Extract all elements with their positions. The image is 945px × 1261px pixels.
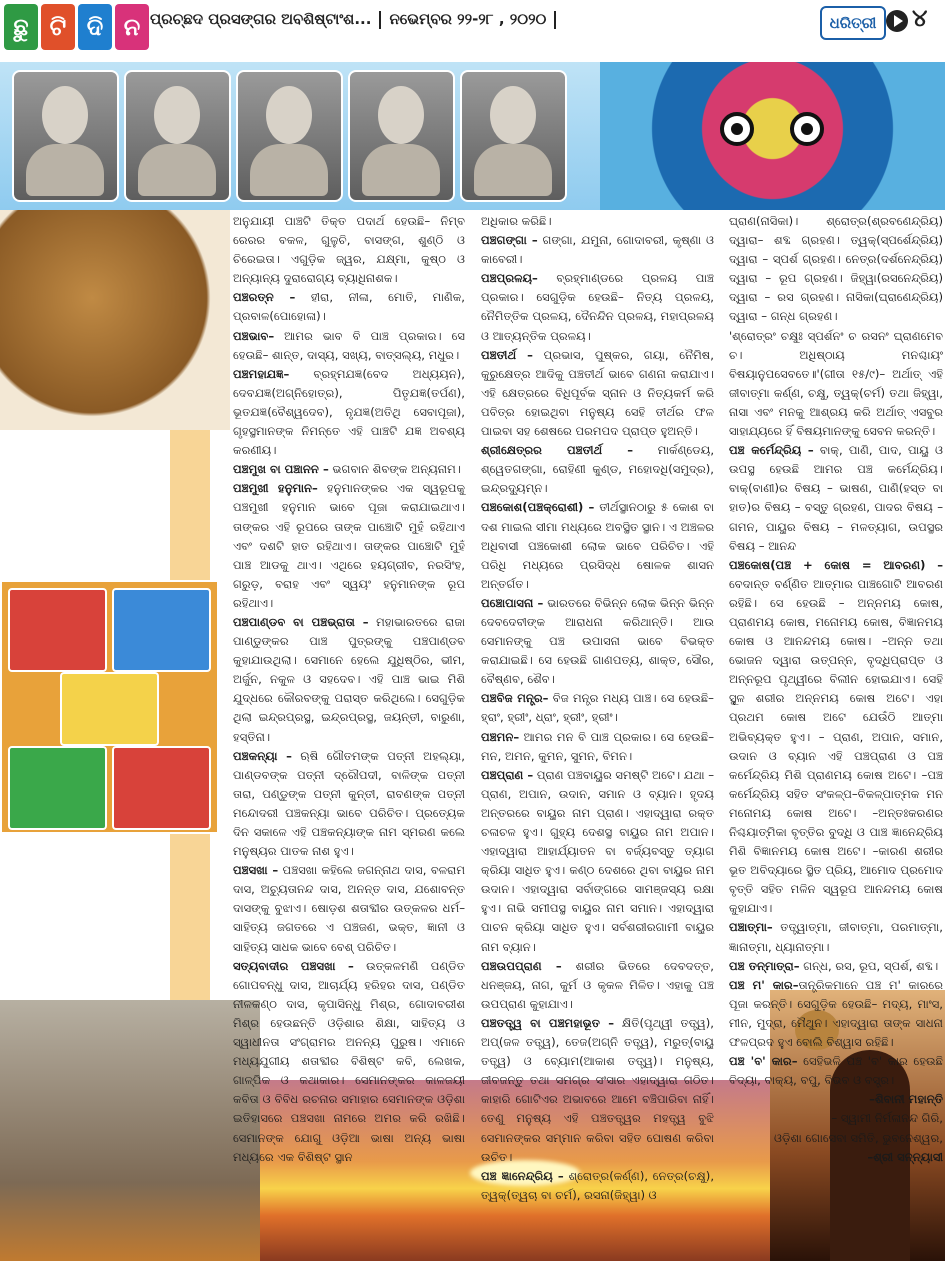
bust-photo <box>236 70 343 202</box>
paragraph: ପଞ୍ଚପାଣ୍ଡବ ବା ପଞ୍ଚଭ୍ରାତା – ମହାଭାରତରେ ରାଜା ପାଣ୍ଡୁଙ୍କର ପାଞ୍ଚ ପୁତ୍ରଙ୍କୁ ପଞ୍ଚପାଣ୍ଡବ କୁହାଯାଉଥିଲା। ସେମାନେ ହେଲେ ଯୁଧିଷ୍ଠିର, ଭୀମ, ଅର୍ଜୁନ, ନକୁଳ ଓ ସହଦେବ। ଏହି ପାଞ୍ଚ ଭାଇ ମିଶି ଯୁଦ୍ଧରେ କୌରବଙ୍କୁ ପରାସ୍ତ କରିଥିଲେ। ସେଗୁଡ଼ିକ ଥିଲା ଇନ୍ଦ୍ରପ୍ରସ୍ଥ, ଇନ୍ଦ୍ରପ୍ରସ୍ଥ, ଜୟନ୍ତୀ, ବାରୁଣା, ହସ୍ତିନା। <box>233 614 465 744</box>
deity-eye-icon <box>790 112 824 146</box>
paragraph: ପଞ୍ଚ 'ବ' କାର– ସେହିଭଳି ପଞ୍ଚ 'ବ' କାର ହେଉଛି ବିଦ୍ୟା, ବାକ୍ୟ, ବପୁ, ବିଭବ ଓ ବସ୍ତ୍ର। <box>729 1054 943 1088</box>
paragraph: ପଞ୍ଚତତ୍ତ୍ୱ ବା ପଞ୍ଚମହାଭୂତ – କ୍ଷିତି(ପୃଥ୍ୱୀ ତତ୍ତ୍ୱ), ଅପ୍(ଜଳ ତତ୍ତ୍ୱ), ତେଜ(ଅଗ୍ନି ତତ୍ତ୍ୱ), ମରୁତ୍(ବାୟୁ ତତ୍ତ୍ୱ) ଓ ବ୍ୟୋମ(ଆକାଶ ତତ୍ତ୍ୱ)। ମନୁଷ୍ୟ, ଜୀବଜନ୍ତୁ ତଥା ସମଗ୍ର ସଂସାର ଏହାଦ୍ୱାରା ଗଠିତ। କାହାରି ଗୋଟିଏର ଅଭାବରେ ଆମେ ବଞ୍ଚିପାରିବା ନାହିଁ। ତେଣୁ ମନୁଷ୍ୟ ଏହି ପଞ୍ଚତତ୍ତ୍ୱର ମହତ୍ତ୍ୱ ବୁଝି ସେମାନଙ୍କର ସମ୍ମାନ କରିବା ସହିତ ପୋଷଣ କରିବା ଉଚିତ। <box>481 1015 714 1164</box>
paragraph: ପଞ୍ଚଗଙ୍ଗା – ଗଙ୍ଗା, ଯମୁନା, ଗୋଦାବରୀ, କୃଷ୍ଣା ଓ କାବେରୀ। <box>481 233 714 267</box>
paragraph: ପଞ୍ଚତୀର୍ଥ – ପ୍ରଭାସ, ପୁଷ୍କର, ଗୟା, ନୈମିଷ, କୁରୁକ୍ଷେତ୍ର ଆଦିକୁ ପଞ୍ଚତୀର୍ଥ ଭାବେ ଗଣନା କରାଯାଏ। ଏହି କ୍ଷେତ୍ରରେ ବିଧିପୂର୍ବକ ସ୍ନାନ ଓ ନିତ୍ୟକର୍ମ କରି ପବିତ୍ର ହୋଇଥିବା ମନୁଷ୍ୟ ସେହି ତୀର୍ଥର ଫଳ ପାଇବା ସହ ଶେଷରେ ପରମପଦ ପ୍ରାପ୍ତ ହୁଅନ୍ତି। <box>481 347 714 439</box>
paragraph: ପଞ୍ଚ କର୍ମେନ୍ଦ୍ରିୟ – ବାକ୍, ପାଣି, ପାଦ, ପାୟୁ ଓ ଉପସ୍ଥ ହେଉଛି ଆମର ପଞ୍ଚ କର୍ମେନ୍ଦ୍ରିୟ। ବାକ୍(ବାଣୀ)ର ବିଷୟ – ଭାଷଣ, ପାଣି(ହସ୍ତ ବା ହାତ)ର ବିଷୟ – ବସ୍ତୁ ଗ୍ରହଣ, ପାଦର ବିଷୟ – ଗମନ, ପାୟୁର ବିଷୟ – ମଳତ୍ୟାଗ, ଉପସ୍ଥର ବିଷୟ – ଆନନ୍ଦ <box>729 443 943 553</box>
article-column-2 <box>481 212 714 1205</box>
paragraph: 'ଶ୍ରୋତ୍ରଂ ଚକ୍ଷୁଃ ସ୍ପର୍ଶନଂ ଚ ରସନଂ ଘ୍ରାଣମେବ ଚ। ଅଧିଷ୍ଠାୟ ମନଶ୍ଚାୟଂ ବିଷୟାନୁପସେବତେ॥'(ଗୀତା ୧୫/୯)– ଅର୍ଥାତ୍ ଏହି ଜୀବାତ୍ମା କର୍ଣ୍ଣ, ଚକ୍ଷୁ, ତ୍ୱକ୍(ଚର୍ମ) ତଥା ଜିହ୍ୱା, ନାସା ଏବଂ ମନକୁ ଆଶ୍ରୟ କରି ଅର୍ଥାତ୍ ଏସବୁର ସାହାଯ୍ୟରେ ହିଁ ବିଷୟମାନଙ୍କୁ ସେବନ କରନ୍ତି। <box>729 328 943 439</box>
paragraph: ପଞ୍ଚମୁଖ ବା ପଞ୍ଚାନନ – ଭଗବାନ ଶିବଙ୍କ ଅନ୍ୟନାମ। <box>233 462 461 477</box>
paragraph: ପଞ୍ଚକନ୍ୟା – ଋଷି ଗୌତମଙ୍କ ପତ୍ନୀ ଅହଲ୍ୟା, ପାଣ୍ଡବଙ୍କ ପତ୍ନୀ ଦ୍ରୌପଦୀ, ବାଳିଙ୍କ ପତ୍ନୀ ତାରା, ପଣ୍ଡୁଙ୍କ ପତ୍ନୀ କୁନ୍ତୀ, ରାବଣଙ୍କ ପତ୍ନୀ ମନ୍ଦୋଦରୀ ପଞ୍ଚକନ୍ୟା ଭାବେ ପରିଚିତ। ପ୍ରତ୍ୟେକ ଦିନ ସକାଳେ ଏହି ପଞ୍ଚକନ୍ୟାଙ୍କ ନାମ ସ୍ମରଣ କଲେ ମନୁଷ୍ୟର ପାତକ ନାଶ ହୁଏ। <box>233 748 465 859</box>
paragraph: ପଞ୍ଚପ୍ରଳୟ– ବ୍ରହ୍ମାଣ୍ଡରେ ପ୍ରଳୟ ପାଞ୍ଚ ପ୍ରକାର। ସେଗୁଡ଼ିକ ହେଉଛି– ନିତ୍ୟ ପ୍ରଳୟ, ନୈମିତ୍ତିକ ପ୍ରଳୟ, ଦୈନନ୍ଦିନ ପ୍ରଳୟ, ମହାପ୍ରଳୟ ଓ ଆତ୍ୟନ୍ତିକ ପ୍ରଳୟ। <box>481 271 714 343</box>
brand-letter-3: ଦି <box>78 4 112 50</box>
bust-photo <box>12 70 119 202</box>
sannyasi-credit: –ଶ୍ରୀ ସନ୍ନ୍ୟାସୀ <box>867 1149 943 1164</box>
paragraph: ପଞ୍ଚଭାବ– ଆମର ଭାବ ବି ପାଞ୍ଚ ପ୍ରକାର। ସେ ହେଉଛି– ଶାନ୍ତ, ଦାସ୍ୟ, ସଖ୍ୟ, ବାତ୍ସଲ୍ୟ, ମଧୁର। <box>233 328 465 362</box>
publication-logo: ଧରିତ୍ରୀ <box>820 6 886 40</box>
issue-date: ନଭେମ୍ବର ୨୨-୨୮ , ୨୦୨୦ <box>389 10 547 28</box>
section-brand <box>4 4 149 50</box>
paragraph: ପଞ୍ଚମନ– ଆମର ମନ ବି ପାଞ୍ଚ ପ୍ରକାର। ସେ ହେଉଛି– ମନ, ଅମନ, କୁମନ, ସୁମନ, ବିମନ। <box>481 729 714 763</box>
deity-eye-icon <box>720 112 754 146</box>
paragraph: ଘ୍ରାଣ(ନାସିକା)। ଶ୍ରୋତ୍ର(ଶ୍ରବଣେନ୍ଦ୍ରିୟ) ଦ୍ୱାରା– ଶବ୍ଦ ଗ୍ରହଣ। ତ୍ୱକ୍(ସ୍ପର୍ଶେନ୍ଦ୍ରିୟ) ଦ୍ୱାରା – ସ୍ପର୍ଶ ଗ୍ରହଣ। ନେତ୍ର(ଦର୍ଶନେନ୍ଦ୍ରିୟ) ଦ୍ୱାରା – ରୂପ ଗ୍ରହଣ। ଜିହ୍ୱା(ରସନେନ୍ଦ୍ରିୟ) ଦ୍ୱାରା – ରସ ଗ୍ରହଣ। ନାସିକା(ଘ୍ରାଣେନ୍ଦ୍ରିୟ) ଦ୍ୱାରା – ଗନ୍ଧ ଗ୍ରହଣ। <box>729 214 943 324</box>
brand-letter-2: ଟି <box>41 4 75 50</box>
paragraph: ପଞ୍ଚକୋଷ(ପଞ୍ଚ + କୋଷ = ଆବରଣ) – ବେଦାନ୍ତ ବର୍ଣ୍ଣିତ ଆତ୍ମାର ପାଞ୍ଚଗୋଟି ଆବରଣ ରହିଛି। ସେ ହେଉଛି – ଅନ୍ନମୟ କୋଷ, ପ୍ରାଣମୟ କୋଷ, ମନୋମୟ କୋଷ, ବିଜ୍ଞାନମୟ କୋଷ ଓ ଆନନ୍ଦମୟ କୋଷ। –ଅନ୍ନ ତଥା ଭୋଜନ ଦ୍ୱାରା ଉତ୍ପନ୍ନ, ବୃଦ୍ଧିପ୍ରାପ୍ତ ଓ ଅନ୍ନରୂପ ପୃଥ୍ୱୀରେ ବିଲୀନ ହୋଇଯାଏ। ସେହି ସ୍ଥୂଳ ଶରୀର ଅନ୍ନମୟ କୋଷ ଅଟେ। ଏହା ପ୍ରଥମ କୋଷ ଅଟେ ଯେଉଁଠି ଆତ୍ମା ଅଭିବ୍ୟକ୍ତ ହୁଏ। – ପ୍ରାଣ, ଅପାନ, ସମାନ, ଉଦାନ ଓ ବ୍ୟାନ ଏହି ପଞ୍ଚପ୍ରାଣ ଓ ପଞ୍ଚ କର୍ମେନ୍ଦ୍ରିୟ ମିଶି ପ୍ରାଣମୟ କୋଷ ଅଟେ। –ପଞ୍ଚ କର୍ମେନ୍ଦ୍ରିୟ ସହିତ ସଂକଳ୍ପ–ବିକଳ୍ପାତ୍ମକ ମନ ମନୋମୟ କୋଷ ଅଟେ। –ଅନ୍ତଃକରଣର ନିଶ୍ଚୟାତ୍ମିକା ବୃତ୍ତିର ବୁଦ୍ଧି ଓ ପାଞ୍ଚ ଜ୍ଞାନେନ୍ଦ୍ରିୟ ମିଶି ବିଜ୍ଞାନମୟ କୋଷ ଅଟେ। –କାରଣ ଶରୀର ଭୂତ ଅବିଦ୍ୟାରେ ସ୍ଥିତ ପ୍ରିୟ, ଆମୋଦ ପ୍ରମୋଦ ବୃତ୍ତି ସହିତ ମଳିନ ସ୍ୱରୂପ ଆନନ୍ଦମୟ କୋଷ କୁହାଯାଏ। <box>729 557 943 916</box>
author-credit: –ଶିବାନୀ ମହାନ୍ତି <box>869 1092 943 1107</box>
brand-letter-4: ନ <box>115 4 149 50</box>
article-column-1 <box>233 212 465 1167</box>
page-header <box>0 0 945 65</box>
grains-image <box>0 210 230 430</box>
paragraph: ପଞ୍ଚରତ୍ନ – ହୀରା, ନୀଳା, ମୋତି, ମାଣିକ, ପ୍ରବାଳ(ପୋହୋଳା)। <box>233 290 465 324</box>
article-column-3 <box>729 212 943 1167</box>
paragraph: ପଞ୍ଚସଖା – ପଞ୍ଚସଖା କହିଲେ ଜଗନ୍ନାଥ ଦାସ, ବଳରାମ ଦାସ, ଅଚ୍ୟୁତାନନ୍ଦ ଦାସ, ଅନନ୍ତ ଦାସ, ଯଶୋବନ୍ତ ଦାସଙ୍କୁ ବୁଝାଏ। ଷୋଡ଼ଶ ଶତାବ୍ଦୀର ଉତ୍କଳର ଧର୍ମ–ସାହିତ୍ୟ ଜଗତରେ ଏ ପଞ୍ଚଜଣ, ଭକ୍ତ, ଜ୍ଞାନୀ ଓ ସାହିତ୍ୟ ସାଧକ ଭାବେ ବେଶ୍ ପରିଚିତ। <box>233 863 465 954</box>
devotees-photo <box>0 1000 260 1261</box>
bust-photo <box>460 70 567 202</box>
paragraph: ପଞ୍ଚ ଜ୍ଞାନେନ୍ଦ୍ରିୟ – ଶ୍ରୋତ୍ର(କର୍ଣ୍ଣ), ନେତ୍ର(ଚକ୍ଷୁ), ତ୍ୱକ୍(ତ୍ୱଚା ବା ଚର୍ମ), ରସନା(ଜିହ୍ୱା) ଓ <box>481 1168 714 1202</box>
paragraph: ଶ୍ରୀକ୍ଷେତ୍ରର ପଞ୍ଚତୀର୍ଥ – ମାର୍କଣ୍ଡେୟ, ଶ୍ୱେତଗଙ୍ଗା, ରୋହିଣୀ କୁଣ୍ଡ, ମହୋଦଧି(ସମୁଦ୍ର), ଇନ୍ଦ୍ରଦ୍ୟୁମ୍ନ। <box>481 443 714 496</box>
title-divider <box>379 11 381 29</box>
banner-image <box>0 62 945 210</box>
organization-credit: ଓଡ଼ିଶା ଗୋସେବା ସମିତି, ଭୁବନେଶ୍ୱର, <box>773 1130 943 1145</box>
page-number: ୪ <box>912 4 928 32</box>
paragraph: ଅନୁଯାୟୀ ପାଞ୍ଚଟି ତିକ୍ତ ପଦାର୍ଥ ହେଉଛି– ନିମ୍ବ ରେରର ବକଳ, ଗୁଳୁଚି, ବାସଙ୍ଗ, ଶୁଣ୍ଠି ଓ ଚିରେଇତା। ଏଗୁଡ଼ିକ ଜ୍ୱର, ଯକ୍ଷ୍ମା, କୁଷ୍ଠ ଓ ଅନ୍ୟାନ୍ୟ ଦୁରାରୋଗ୍ୟ ବ୍ୟାଧିନାଶକ। <box>233 214 465 286</box>
paragraph: ପଞ୍ଚ ତନ୍ମାତ୍ରା– ଗନ୍ଧ, ରସ, ରୂପ, ସ୍ପର୍ଶ, ଶବ୍ଦ। <box>729 958 939 973</box>
paragraph: ପଞ୍ଚକୋଶ(ପଞ୍ଚକ୍ରୋଶୀ) – ତୀର୍ଥସ୍ଥାନଠାରୁ ୫ କୋଶ ବା ଦଶ ମାଇଲ ସୀମା ମଧ୍ୟରେ ଅବସ୍ଥିତ ସ୍ଥାନ। ଏ ଅଞ୍ଚଳର ଅଧିବାସୀ ପଞ୍ଚକୋଶୀ ଲୋକ ଭାବେ ପରିଚିତ। ଏହି ପରିଧି ମଧ୍ୟରେ ପ୍ରସିଦ୍ଧ ଷୋଳକ ଶାସନ ଅନ୍ତର୍ଗତ। <box>481 500 714 591</box>
paragraph: ପଞ୍ଚାତ୍ମା– ତତ୍ତ୍ୱାତ୍ମା, ଜୀବାତ୍ମା, ପରମାତ୍ମା, ଜ୍ଞାନାତ୍ମା, ଧ୍ୟାନାତ୍ମା। <box>729 920 943 954</box>
paragraph: ପଞ୍ଚଉପପ୍ରାଣ – ଶରୀର ଭିତରେ ଦେବଦତ୍ତ, ଧନଞ୍ଜୟ, ନାଗ, କୁର୍ମ ଓ କୃକଳ ମିଳିତ। ଏହାକୁ ପଞ୍ଚ ଉପପ୍ରାଣ କୁହାଯାଏ। <box>481 958 714 1011</box>
swami-credit: – ସ୍ୱାମୀ ନିର୍ମଳାନନ୍ଦ ଗିରି, <box>831 1111 943 1126</box>
paragraph: ପଞ୍ଚୋପାସନା – ଭାରତରେ ବିଭିନ୍ନ ଲୋକ ଭିନ୍ନ ଭିନ୍ନ ଦେବଦେବୀଙ୍କ ଆରାଧନା କରିଥାନ୍ତି। ଆଉ ସେମାନଙ୍କୁ ପଞ୍ଚ ଉପାସନା ଭାବେ ବିଭକ୍ତ କରାଯାଇଛି। ସେ ହେଉଛି ଗାଣପତ୍ୟ, ଶାକ୍ତ, ସୌର, ବୈଷ୍ଣବ, ଶୈବ। <box>481 595 714 687</box>
bust-photo <box>348 70 455 202</box>
paragraph: ପଞ୍ଚମହାଯଜ୍ଞ– ବ୍ରହ୍ମଯଜ୍ଞ(ବେଦ ଅଧ୍ୟୟନ), ଦେବଯଜ୍ଞ(ଅଗ୍ନିହୋତ୍ର), ପିତୃଯଜ୍ଞ(ତର୍ପଣ), ଭୂତଯଜ୍ଞ(ବୈଶ୍ୱଦେବ), ନୃଯଜ୍ଞ(ଅତିଥି ସେବାପୂଜା), ଗୃହସ୍ଥମାନଙ୍କ ନିମନ୍ତେ ଏହି ପାଞ୍ଚଟି ଯଜ୍ଞ ଅବଶ୍ୟ କରଣୀୟ। <box>233 366 465 458</box>
jagannath-image <box>600 62 945 210</box>
paragraph: ପଞ୍ଚବିଜ ମନ୍ତ୍ର– ବିଜ ମନ୍ତ୍ର ମଧ୍ୟ ପାଞ୍ଚ। ସେ ହେଉଛି– ହ୍ରାଂ, ହ୍ରୀଂ, ଧ୍ରାଂ, ହ୍ରୀଂ, ହ୍ରୀଂ। <box>481 691 714 725</box>
deities-collage <box>0 580 219 834</box>
paragraph: ଅଧିକାର କରିଛି। <box>481 214 552 228</box>
bust-photo <box>124 70 231 202</box>
paragraph: ପଞ୍ଚମୁଖୀ ହନୁମାନ– ହନୁମାନଙ୍କର ଏକ ସ୍ୱରୂପକୁ ପଞ୍ଚମୁଖୀ ହନୁମାନ ଭାବେ ପୂଜା କରାଯାଇଥାଏ। ତାଙ୍କର ଏହି ରୂପରେ ତାଙ୍କ ପାଞ୍ଚୋଟି ମୁହଁ ରହିଥାଏ ଏବଂ ଦଶଟି ହାତ ରହିଥାଏ। ତାଙ୍କର ପାଞ୍ଚୋଟି ମୁହଁ ପାଞ୍ଚ ଆଡକୁ ଥାଏ। ଏଥିରେ ହୟଗ୍ରୀବ, ନରସିଂହ, ଗରୁଡ଼, ବରାହ ଏବଂ ସ୍ୱୟଂ ହନୁମାନଙ୍କ ରୂପ ରହିଥାଏ। <box>233 481 466 610</box>
play-icon <box>886 10 908 32</box>
paragraph: ସତ୍ୟବାଦୀର ପଞ୍ଚସଖା – ଉତ୍କଳମଣି ପଣ୍ଡିତ ଗୋପବନ୍ଧୁ ଦାସ, ଆଚାର୍ଯ୍ୟ ହରିହର ଦାସ, ପଣ୍ଡିତ ନୀଳକଣ୍ଠ ଦାସ, କୃପାସିନ୍ଧୁ ମିଶ୍ର, ଗୋଦାବରୀଶ ମିଶ୍ର ହେଉଛନ୍ତି ଓଡ଼ିଶାର ଶିକ୍ଷା, ସାହିତ୍ୟ ଓ ସ୍ୱାଧୀନତା ସଂଗ୍ରାମର ଅନନ୍ୟ ପୁରୁଷ। ଏମାନେ ମଧ୍ୟଯୁଗୀୟ ଶତାବ୍ଦୀର ବିଶିଷ୍ଟ କବି, ଲେଖକ, ଗାଳ୍ପିକ ଓ କଥାକାର। ସେମାନଙ୍କର କାଳଜୟୀ କବିତା ଓ ବିବିଧ ରଚନାର ସମାହାର ସେମାନଙ୍କ ଓଡ଼ିଶା ଇତିହାସରେ ପଞ୍ଚସଖା ନାମରେ ଅମର କରି ରଖିଛି। ସେମାନଙ୍କ ଯୋଗୁ ଓଡ଼ିଆ ଭାଷା ଅନ୍ୟ ଭାଷା ମଧ୍ୟରେ ଏକ ବିଶିଷ୍ଟ ସ୍ଥାନ <box>233 958 466 1164</box>
title-divider <box>554 11 556 29</box>
paragraph: ପଞ୍ଚ ମ' କାର–ତାନ୍ତ୍ରିକମାନେ ପଞ୍ଚ ମ' କାରରେ ପୂଜା କରନ୍ତି। ସେଗୁଡ଼ିକ ହେଉଛି– ମଦ୍ୟ, ମାଂସ, ମୀନ, ମୁଦ୍ରା, ମୈଥୁନ। ଏହାଦ୍ୱାରା ତାଙ୍କ ସାଧନା ଫଳପ୍ରଦ ହୁଏ ବୋଲି ବିଶ୍ୱାସ ରହିଛି। <box>729 977 943 1050</box>
paragraph: ପଞ୍ଚପ୍ରାଣ – ପ୍ରାଣ ପଞ୍ଚବାୟୁର ସମଷ୍ଟି ଅଟେ। ଯଥା – ପ୍ରାଣ, ଅପାନ, ଉଦାନ, ସମାନ ଓ ବ୍ୟାନ। ହୃଦୟ ଅନ୍ତରରେ ବାୟୁର ନାମ ପ୍ରାଣ। ଏହାଦ୍ୱାରା ରକ୍ତ ଚଳାଚଳ ହୁଏ। ଗୁହ୍ୟ ଦେଶସ୍ଥ ବାୟୁର ନାମ ଅପାନ। ଏହାଦ୍ୱାରା ଆହାର୍ଯ୍ୟାତନ ବା ବର୍ଜ୍ୟବସ୍ତୁ ତ୍ୟାଗ କ୍ରିୟା ସାଧିତ ହୁଏ। କଣ୍ଠ ଦେଶରେ ଥିବା ବାୟୁର ନାମ ଉଦାନ। ଏହାଦ୍ୱାରା ସର୍ବାଙ୍ଗରେ ସାମଞ୍ଜସ୍ୟ ରକ୍ଷା ହୁଏ। ନାଭି ସମୀପସ୍ଥ ବାୟୁର ନାମ ସମାନ। ଏହାଦ୍ୱାରା ପାଚନ କ୍ରିୟା ସାଧିତ ହୁଏ। ସର୍ବଶରୀରଗାମୀ ବାୟୁର ନାମ ବ୍ୟାନ। <box>481 767 714 954</box>
brand-letter-1: ଛୁ <box>4 4 38 50</box>
page-title <box>150 6 810 32</box>
continuation-title: ପ୍ରଚ୍ଛଦ ପ୍ରସଙ୍ଗର ଅବଶିଷ୍ଟାଂଶ... <box>150 10 372 28</box>
